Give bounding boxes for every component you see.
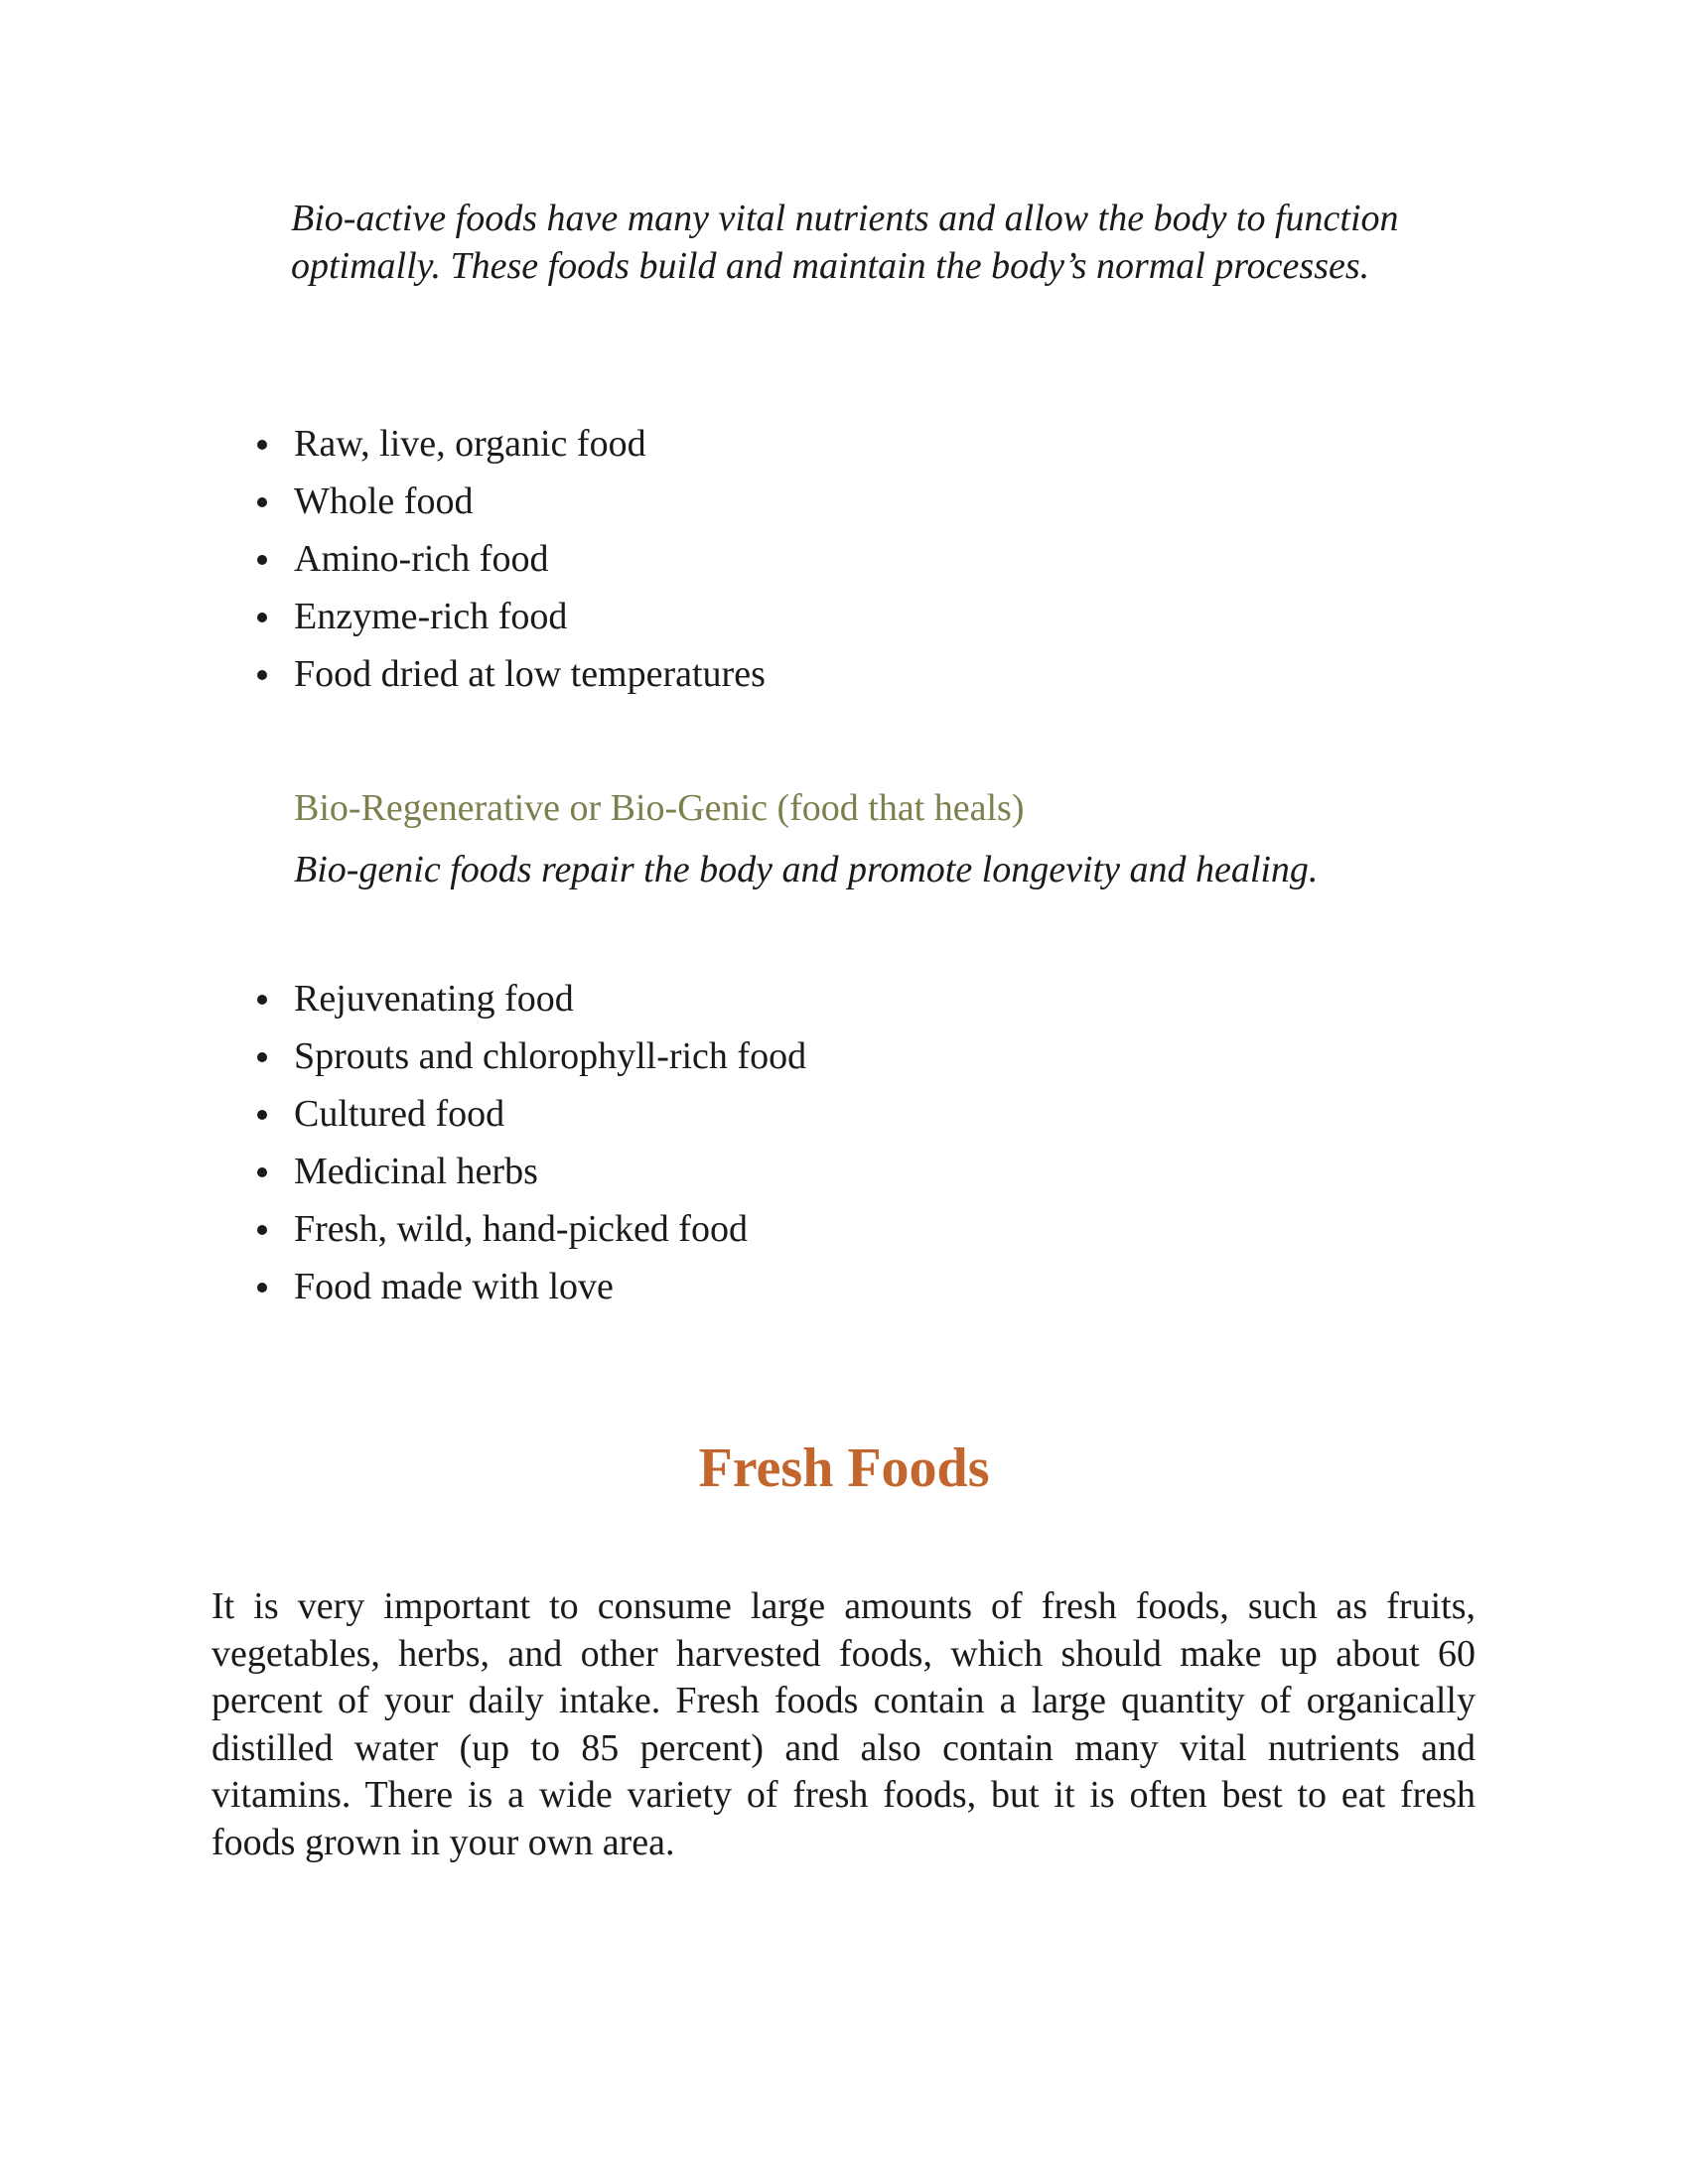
- bullet-icon: [257, 1052, 267, 1062]
- list-item: [251, 645, 766, 703]
- list-item: [251, 473, 766, 530]
- list-item-label: Cultured food: [294, 1093, 505, 1135]
- list-item-label: Rejuvenating food: [294, 978, 574, 1020]
- biogenic-heading: Bio-Regenerative or Bio-Genic (food that heals): [294, 787, 1025, 829]
- bullet-icon: [257, 440, 267, 450]
- list-item-label: Whole food: [294, 480, 474, 522]
- list-item-label: Raw, live, organic food: [294, 423, 646, 465]
- bullet-icon: [257, 1110, 267, 1120]
- bullet-icon: [257, 1283, 267, 1293]
- biogenic-description: Bio-genic foods repair the body and promote longevity and healing.: [294, 849, 1319, 890]
- bullet-icon: [257, 613, 267, 622]
- list-item: [251, 588, 766, 645]
- bioactive-intro-text: Bio-active foods have many vital nutrients and allow the body to function optimally. These foods build and maintain the body’s normal processes.: [291, 198, 1399, 287]
- list-item: [251, 1027, 806, 1085]
- section-title-fresh-foods: Fresh Foods: [698, 1437, 990, 1499]
- list-item-label: Enzyme-rich food: [294, 596, 568, 637]
- list-item: [251, 1200, 806, 1258]
- bullet-icon: [257, 995, 267, 1005]
- list-item: [251, 530, 766, 588]
- bullet-icon: [257, 555, 267, 565]
- list-item: [251, 1085, 806, 1143]
- bioactive-food-list: [251, 415, 766, 703]
- list-item: [251, 1143, 806, 1200]
- list-item: [251, 970, 806, 1027]
- bullet-icon: [257, 1167, 267, 1177]
- list-item-label: Sprouts and chlorophyll-rich food: [294, 1035, 807, 1077]
- list-item-label: Food dried at low temperatures: [294, 653, 766, 695]
- fresh-foods-paragraph: It is very important to consume large amounts of fresh foods, such as fruits, vegetables, herbs, and other harvested foods, which should make up about 60 percent of your daily intake. Fresh foods contain a large quantity of organically distilled water (up to 85 percent) and also contain many vital nutrients and vitamins. There is a wide variety of fresh foods, but it is often best to eat fresh foods grown in your own area.: [211, 1585, 1476, 1863]
- list-item-label: Food made with love: [294, 1266, 614, 1307]
- list-item: [251, 415, 766, 473]
- list-item: [251, 1258, 806, 1315]
- bullet-icon: [257, 497, 267, 507]
- list-item-label: Amino-rich food: [294, 538, 549, 580]
- bullet-icon: [257, 670, 267, 680]
- list-item-label: Medicinal herbs: [294, 1151, 538, 1192]
- list-item-label: Fresh, wild, hand-picked food: [294, 1208, 748, 1250]
- bullet-icon: [257, 1225, 267, 1235]
- biogenic-food-list: [251, 970, 806, 1315]
